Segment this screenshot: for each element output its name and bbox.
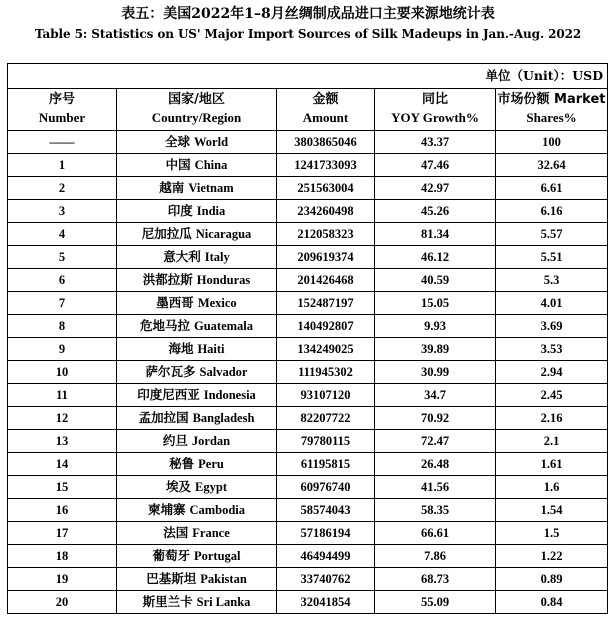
- header-amount: [277, 89, 375, 131]
- yoy-value: 42.97: [420, 181, 450, 195]
- header-yoy: [375, 89, 496, 131]
- row-number-value: 17: [55, 526, 69, 540]
- row-number-value: 4: [58, 227, 66, 241]
- row-share: [496, 200, 608, 223]
- table-row: [8, 499, 608, 522]
- header-share-cn: 市场份额 Market: [497, 92, 606, 107]
- country-name-en: Salvador: [199, 365, 248, 379]
- amount-value: 152487197: [297, 296, 354, 310]
- amount-value: 201426468: [297, 273, 354, 287]
- row-number-value: 5: [58, 250, 66, 264]
- country-name-cn: 埃及: [166, 479, 192, 494]
- header-row: [8, 89, 608, 131]
- row-amount: [277, 384, 375, 407]
- header-yoy-en: YOY Growth%: [391, 110, 479, 125]
- share-value: 1.61: [540, 457, 563, 471]
- yoy-value: 66.61: [420, 526, 450, 540]
- row-yoy: [375, 453, 496, 476]
- country-name-cn: 洪都拉斯: [142, 272, 193, 287]
- row-number: [8, 315, 117, 338]
- yoy-value: 81.34: [420, 227, 450, 241]
- table-row: [8, 568, 608, 591]
- row-share: [496, 453, 608, 476]
- country-name-cn: 印度: [167, 203, 193, 218]
- row-country: [117, 407, 277, 430]
- row-country: [117, 315, 277, 338]
- country-name-cn: 意大利: [163, 249, 201, 264]
- yoy-value: 70.92: [420, 411, 450, 425]
- row-number: [8, 591, 117, 614]
- country-name-en: Pakistan: [200, 572, 247, 586]
- row-country: [117, 545, 277, 568]
- table-row: [8, 407, 608, 430]
- table-row: [8, 131, 608, 154]
- import-sources-table: [7, 63, 608, 614]
- table-title-english: Table 5: Statistics on US' Major Import Sources of Silk Madeups in Jan.-Aug. 2022: [34, 27, 582, 41]
- amount-value: 134249025: [297, 342, 354, 356]
- share-value: 4.01: [540, 296, 563, 310]
- share-value: 100: [542, 135, 561, 149]
- table-row: [8, 200, 608, 223]
- row-yoy: [375, 430, 496, 453]
- country-name-en: Bangladesh: [192, 411, 255, 425]
- row-number: [8, 476, 117, 499]
- row-share: [496, 338, 608, 361]
- row-yoy: [375, 223, 496, 246]
- share-value: 3.69: [540, 319, 563, 333]
- header-country-en: Country/Region: [151, 110, 242, 125]
- row-amount: [277, 200, 375, 223]
- row-number: [8, 407, 117, 430]
- country-name-en: Peru: [198, 457, 224, 471]
- row-share: [496, 476, 608, 499]
- row-number: [8, 361, 117, 384]
- amount-value: 60976740: [300, 480, 351, 494]
- row-share: [496, 154, 608, 177]
- row-number: [8, 545, 117, 568]
- share-value: 0.84: [540, 595, 563, 609]
- share-value: 1.6: [543, 480, 560, 494]
- yoy-value: 30.99: [420, 365, 450, 379]
- row-share: [496, 568, 608, 591]
- table-row: [8, 177, 608, 200]
- row-share: [496, 292, 608, 315]
- table-row: [8, 545, 608, 568]
- row-amount: [277, 177, 375, 200]
- row-share: [496, 131, 608, 154]
- table-row: [8, 223, 608, 246]
- country-name-cn: 萨尔瓦多: [145, 364, 196, 379]
- amount-value: 57186194: [300, 526, 351, 540]
- row-number: [8, 246, 117, 269]
- table-row: [8, 315, 608, 338]
- share-value: 1.54: [540, 503, 563, 517]
- row-amount: [277, 315, 375, 338]
- share-value: 32.64: [537, 158, 566, 172]
- share-value: 5.3: [543, 273, 560, 287]
- header-amount-en: Amount: [302, 110, 349, 125]
- row-number: [8, 177, 117, 200]
- row-number-value: 10: [55, 365, 69, 379]
- yoy-value: 55.09: [420, 595, 450, 609]
- amount-value: 58574043: [300, 503, 351, 517]
- table-row: [8, 269, 608, 292]
- country-name-en: India: [196, 204, 226, 218]
- row-share: [496, 269, 608, 292]
- country-name-cn: 海地: [168, 341, 194, 356]
- row-share: [496, 246, 608, 269]
- row-country: [117, 292, 277, 315]
- country-name-en: Cambodia: [189, 503, 246, 517]
- share-value: 6.61: [540, 181, 563, 195]
- row-number-value: 15: [55, 480, 69, 494]
- share-value: 2.94: [540, 365, 563, 379]
- row-country: [117, 453, 277, 476]
- country-name-cn: 法国: [163, 525, 189, 540]
- yoy-value: 68.73: [420, 572, 450, 586]
- country-name-cn: 孟加拉国: [138, 410, 189, 425]
- row-country: [117, 568, 277, 591]
- row-yoy: [375, 292, 496, 315]
- row-number-value: 14: [55, 457, 69, 471]
- row-yoy: [375, 522, 496, 545]
- header-number-cn: 序号: [48, 92, 75, 107]
- row-yoy: [375, 384, 496, 407]
- row-share: [496, 315, 608, 338]
- yoy-value: 39.89: [420, 342, 450, 356]
- row-country: [117, 177, 277, 200]
- row-share: [496, 407, 608, 430]
- country-name-en: Egypt: [195, 480, 227, 494]
- table-row: [8, 384, 608, 407]
- country-name-en: Guatemala: [193, 319, 254, 333]
- country-name-cn: 全球: [164, 134, 190, 149]
- row-country: [117, 131, 277, 154]
- table-row: [8, 591, 608, 614]
- country-name-cn: 越南: [159, 180, 185, 195]
- table-row: [8, 522, 608, 545]
- row-amount: [277, 246, 375, 269]
- row-number: [8, 453, 117, 476]
- row-amount: [277, 430, 375, 453]
- amount-value: 93107120: [300, 388, 351, 402]
- amount-value: 82207722: [300, 411, 351, 425]
- row-number: [8, 200, 117, 223]
- amount-value: 209619374: [297, 250, 354, 264]
- row-amount: [277, 522, 375, 545]
- row-amount: [277, 292, 375, 315]
- yoy-value: 40.59: [420, 273, 450, 287]
- row-number: [8, 292, 117, 315]
- row-yoy: [375, 131, 496, 154]
- row-amount: [277, 154, 375, 177]
- row-yoy: [375, 476, 496, 499]
- row-amount: [277, 361, 375, 384]
- table-title-chinese: 表五：美国2022年1–8月丝绸制成品进口主要来源地统计表: [121, 6, 495, 22]
- row-amount: [277, 453, 375, 476]
- row-number: [8, 430, 117, 453]
- row-amount: [277, 545, 375, 568]
- row-number-value: 20: [55, 595, 69, 609]
- amount-value: 234260498: [297, 204, 354, 218]
- country-name-cn: 约旦: [162, 433, 188, 448]
- row-amount: [277, 223, 375, 246]
- amount-value: 251563004: [297, 181, 354, 195]
- yoy-value: 47.46: [420, 158, 450, 172]
- share-value: 6.16: [540, 204, 563, 218]
- country-name-en: Sri Lanka: [196, 595, 251, 609]
- amount-value: 61195815: [300, 457, 351, 471]
- amount-value: 33740762: [300, 572, 351, 586]
- row-share: [496, 522, 608, 545]
- table-row: [8, 246, 608, 269]
- amount-value: 212058323: [297, 227, 354, 241]
- row-number-value: 6: [58, 273, 66, 287]
- share-value: 0.89: [540, 572, 563, 586]
- amount-value: 46494499: [300, 549, 351, 563]
- header-amount-cn: 金额: [312, 92, 339, 107]
- row-country: [117, 246, 277, 269]
- row-country: [117, 430, 277, 453]
- row-number-value: 7: [58, 296, 66, 310]
- unit-row: [8, 64, 608, 89]
- yoy-value: 58.35: [420, 503, 450, 517]
- yoy-value: 41.56: [420, 480, 450, 494]
- row-number-value: 13: [55, 434, 69, 448]
- share-value: 2.1: [543, 434, 560, 448]
- table-row: [8, 154, 608, 177]
- row-share: [496, 177, 608, 200]
- unit-label: 单位（Unit）：USD: [8, 64, 608, 89]
- row-number: [8, 499, 117, 522]
- row-amount: [277, 338, 375, 361]
- row-country: [117, 522, 277, 545]
- row-number: [8, 154, 117, 177]
- row-number-value: 19: [55, 572, 69, 586]
- row-country: [117, 154, 277, 177]
- row-yoy: [375, 499, 496, 522]
- row-amount: [277, 407, 375, 430]
- yoy-value: 26.48: [420, 457, 450, 471]
- row-share: [496, 361, 608, 384]
- country-name-en: Haiti: [197, 342, 225, 356]
- country-name-cn: 危地马拉: [139, 318, 190, 333]
- row-number-value: 18: [55, 549, 69, 563]
- row-yoy: [375, 269, 496, 292]
- country-name-en: Portugal: [193, 549, 241, 563]
- amount-value: 140492807: [297, 319, 354, 333]
- yoy-value: 43.37: [420, 135, 450, 149]
- country-name-en: Indonesia: [203, 388, 256, 402]
- country-name-cn: 印度尼西亚: [137, 387, 200, 402]
- country-name-cn: 尼加拉瓜: [141, 226, 192, 241]
- row-number-value: 2: [58, 181, 66, 195]
- row-number-value: 9: [58, 342, 66, 356]
- row-number-value: 8: [58, 319, 66, 333]
- header-share-en: Shares%: [526, 110, 577, 125]
- row-amount: [277, 499, 375, 522]
- yoy-value: 7.86: [424, 549, 446, 563]
- row-share: [496, 545, 608, 568]
- row-amount: [277, 568, 375, 591]
- country-name-en: Nicaragua: [195, 227, 252, 241]
- row-yoy: [375, 361, 496, 384]
- table-row: [8, 430, 608, 453]
- country-name-cn: 斯里兰卡: [142, 594, 193, 609]
- share-value: 1.22: [540, 549, 563, 563]
- amount-value: 1241733093: [294, 158, 357, 172]
- row-amount: [277, 131, 375, 154]
- row-share: [496, 223, 608, 246]
- amount-value: 32041854: [300, 595, 351, 609]
- country-name-cn: 巴基斯坦: [146, 571, 197, 586]
- country-name-cn: 葡萄牙: [152, 548, 190, 563]
- row-share: [496, 384, 608, 407]
- share-value: 2.45: [540, 388, 563, 402]
- row-yoy: [375, 545, 496, 568]
- row-country: [117, 499, 277, 522]
- row-number-value: ——: [49, 135, 75, 149]
- country-name-cn: 秘鲁: [169, 456, 195, 471]
- amount-value: 3803865046: [294, 135, 357, 149]
- row-number: [8, 384, 117, 407]
- row-number: [8, 338, 117, 361]
- share-value: 5.57: [540, 227, 563, 241]
- row-yoy: [375, 568, 496, 591]
- row-yoy: [375, 154, 496, 177]
- row-country: [117, 338, 277, 361]
- row-country: [117, 269, 277, 292]
- header-yoy-cn: 同比: [421, 92, 448, 107]
- row-yoy: [375, 315, 496, 338]
- country-name-en: Honduras: [196, 273, 251, 287]
- country-name-en: Italy: [204, 250, 230, 264]
- row-yoy: [375, 407, 496, 430]
- row-number-value: 16: [55, 503, 69, 517]
- country-name-en: Jordan: [191, 434, 231, 448]
- header-country: [117, 89, 277, 131]
- row-yoy: [375, 591, 496, 614]
- row-yoy: [375, 338, 496, 361]
- amount-value: 79780115: [300, 434, 351, 448]
- row-number-value: 1: [58, 158, 66, 172]
- row-number: [8, 223, 117, 246]
- row-amount: [277, 476, 375, 499]
- row-number-value: 11: [56, 388, 68, 402]
- amount-value: 111945302: [298, 365, 353, 379]
- country-name-cn: 中国: [165, 157, 191, 172]
- share-value: 3.53: [540, 342, 563, 356]
- row-share: [496, 430, 608, 453]
- row-country: [117, 591, 277, 614]
- row-number-value: 3: [58, 204, 66, 218]
- row-amount: [277, 269, 375, 292]
- share-value: 2.16: [540, 411, 563, 425]
- row-yoy: [375, 246, 496, 269]
- table-row: [8, 292, 608, 315]
- table-row: [8, 361, 608, 384]
- header-number-en: Number: [38, 110, 86, 125]
- yoy-value: 9.93: [424, 319, 446, 333]
- row-amount: [277, 591, 375, 614]
- yoy-value: 72.47: [420, 434, 450, 448]
- country-name-en: China: [194, 158, 228, 172]
- table-row: [8, 338, 608, 361]
- country-name-cn: 墨西哥: [156, 295, 194, 310]
- yoy-value: 46.12: [420, 250, 450, 264]
- country-name-en: Mexico: [197, 296, 237, 310]
- table-row: [8, 453, 608, 476]
- country-name-en: World: [193, 135, 229, 149]
- country-name-cn: 柬埔寨: [147, 502, 186, 517]
- yoy-value: 34.7: [424, 388, 446, 402]
- row-number: [8, 131, 117, 154]
- yoy-value: 45.26: [420, 204, 450, 218]
- header-number: [8, 89, 117, 131]
- row-yoy: [375, 200, 496, 223]
- row-number: [8, 568, 117, 591]
- country-name-en: Vietnam: [188, 181, 234, 195]
- header-share: [496, 89, 608, 131]
- table-row: [8, 476, 608, 499]
- row-country: [117, 200, 277, 223]
- row-country: [117, 361, 277, 384]
- row-country: [117, 223, 277, 246]
- row-country: [117, 384, 277, 407]
- header-country-cn: 国家/地区: [168, 92, 225, 107]
- row-number: [8, 522, 117, 545]
- row-yoy: [375, 177, 496, 200]
- row-number: [8, 269, 117, 292]
- row-share: [496, 499, 608, 522]
- row-country: [117, 476, 277, 499]
- row-share: [496, 591, 608, 614]
- share-value: 5.51: [540, 250, 563, 264]
- country-name-en: France: [192, 526, 230, 540]
- yoy-value: 15.05: [420, 296, 450, 310]
- row-number-value: 12: [55, 411, 69, 425]
- share-value: 1.5: [543, 526, 560, 540]
